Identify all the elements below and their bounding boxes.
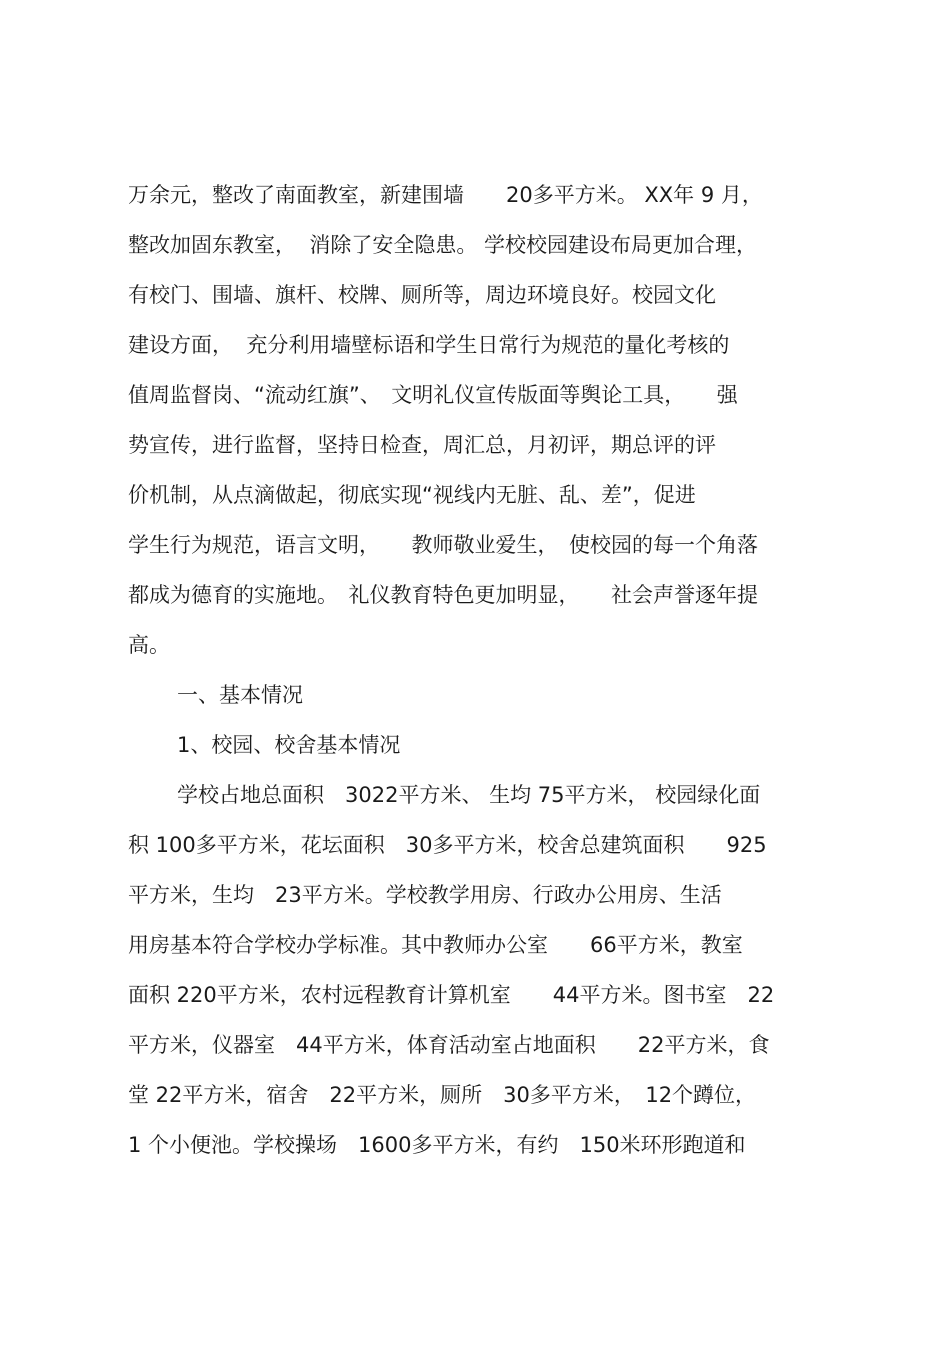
- subsection-heading: 1、校园、校舍基本情况: [177, 733, 401, 757]
- text-line: 堂 22平方米，宿舍 22平方米，厕所 30多平方米， 12个蹲位，: [128, 1083, 757, 1107]
- text-line: 整改加固东教室， 消除了安全隐患。 学校校园建设布局更加合理，: [128, 233, 758, 257]
- text-line: 建设方面， 充分利用墙壁标语和学生日常行为规范的量化考核的: [128, 333, 730, 357]
- text-line: 价机制，从点滴做起，彻底实现“视线内无脏、乱、差”，促进: [128, 483, 696, 507]
- text-line: 势宣传，进行监督，坚持日检查，周汇总，月初评，期总评的评: [128, 433, 716, 457]
- text-line: 面积 220平方米，农村远程教育计算机室 44平方米。图书室 22: [128, 983, 775, 1007]
- text-line: 高。: [128, 633, 170, 657]
- text-line: 学生行为规范，语言文明， 教师敬业爱生， 使校园的每一个角落: [128, 533, 758, 557]
- text-line: 有校门、围墙、旗杆、校牌、厕所等，周边环境良好。校园文化: [128, 283, 716, 307]
- text-line: 都成为德育的实施地。 礼仪教育特色更加明显， 社会声誉逐年提: [128, 583, 758, 607]
- text-line: 1 个小便池。学校操场 1600多平方米，有约 150米环形跑道和: [128, 1133, 746, 1157]
- text-line: 用房基本符合学校办学标准。其中教师办公室 66平方米，教室: [128, 933, 743, 957]
- text-line: 平方米，仪器室 44平方米，体育活动室占地面积 22平方米，食: [128, 1033, 770, 1057]
- section-heading: 一、基本情况: [177, 683, 303, 707]
- text-line: 万余元，整改了南面教室，新建围墙 20多平方米。 XX年 9 月，: [128, 183, 763, 207]
- text-line: 平方米，生均 23平方米。学校教学用房、行政办公用房、生活: [128, 883, 722, 907]
- text-line: 积 100多平方米，花坛面积 30多平方米，校舍总建筑面积 925: [128, 833, 767, 857]
- text-line: 值周监督岗、“流动红旗”、 文明礼仪宣传版面等舆论工具， 强: [128, 383, 738, 407]
- text-line: 学校占地总面积 3022平方米、 生均 75平方米， 校园绿化面: [177, 783, 761, 807]
